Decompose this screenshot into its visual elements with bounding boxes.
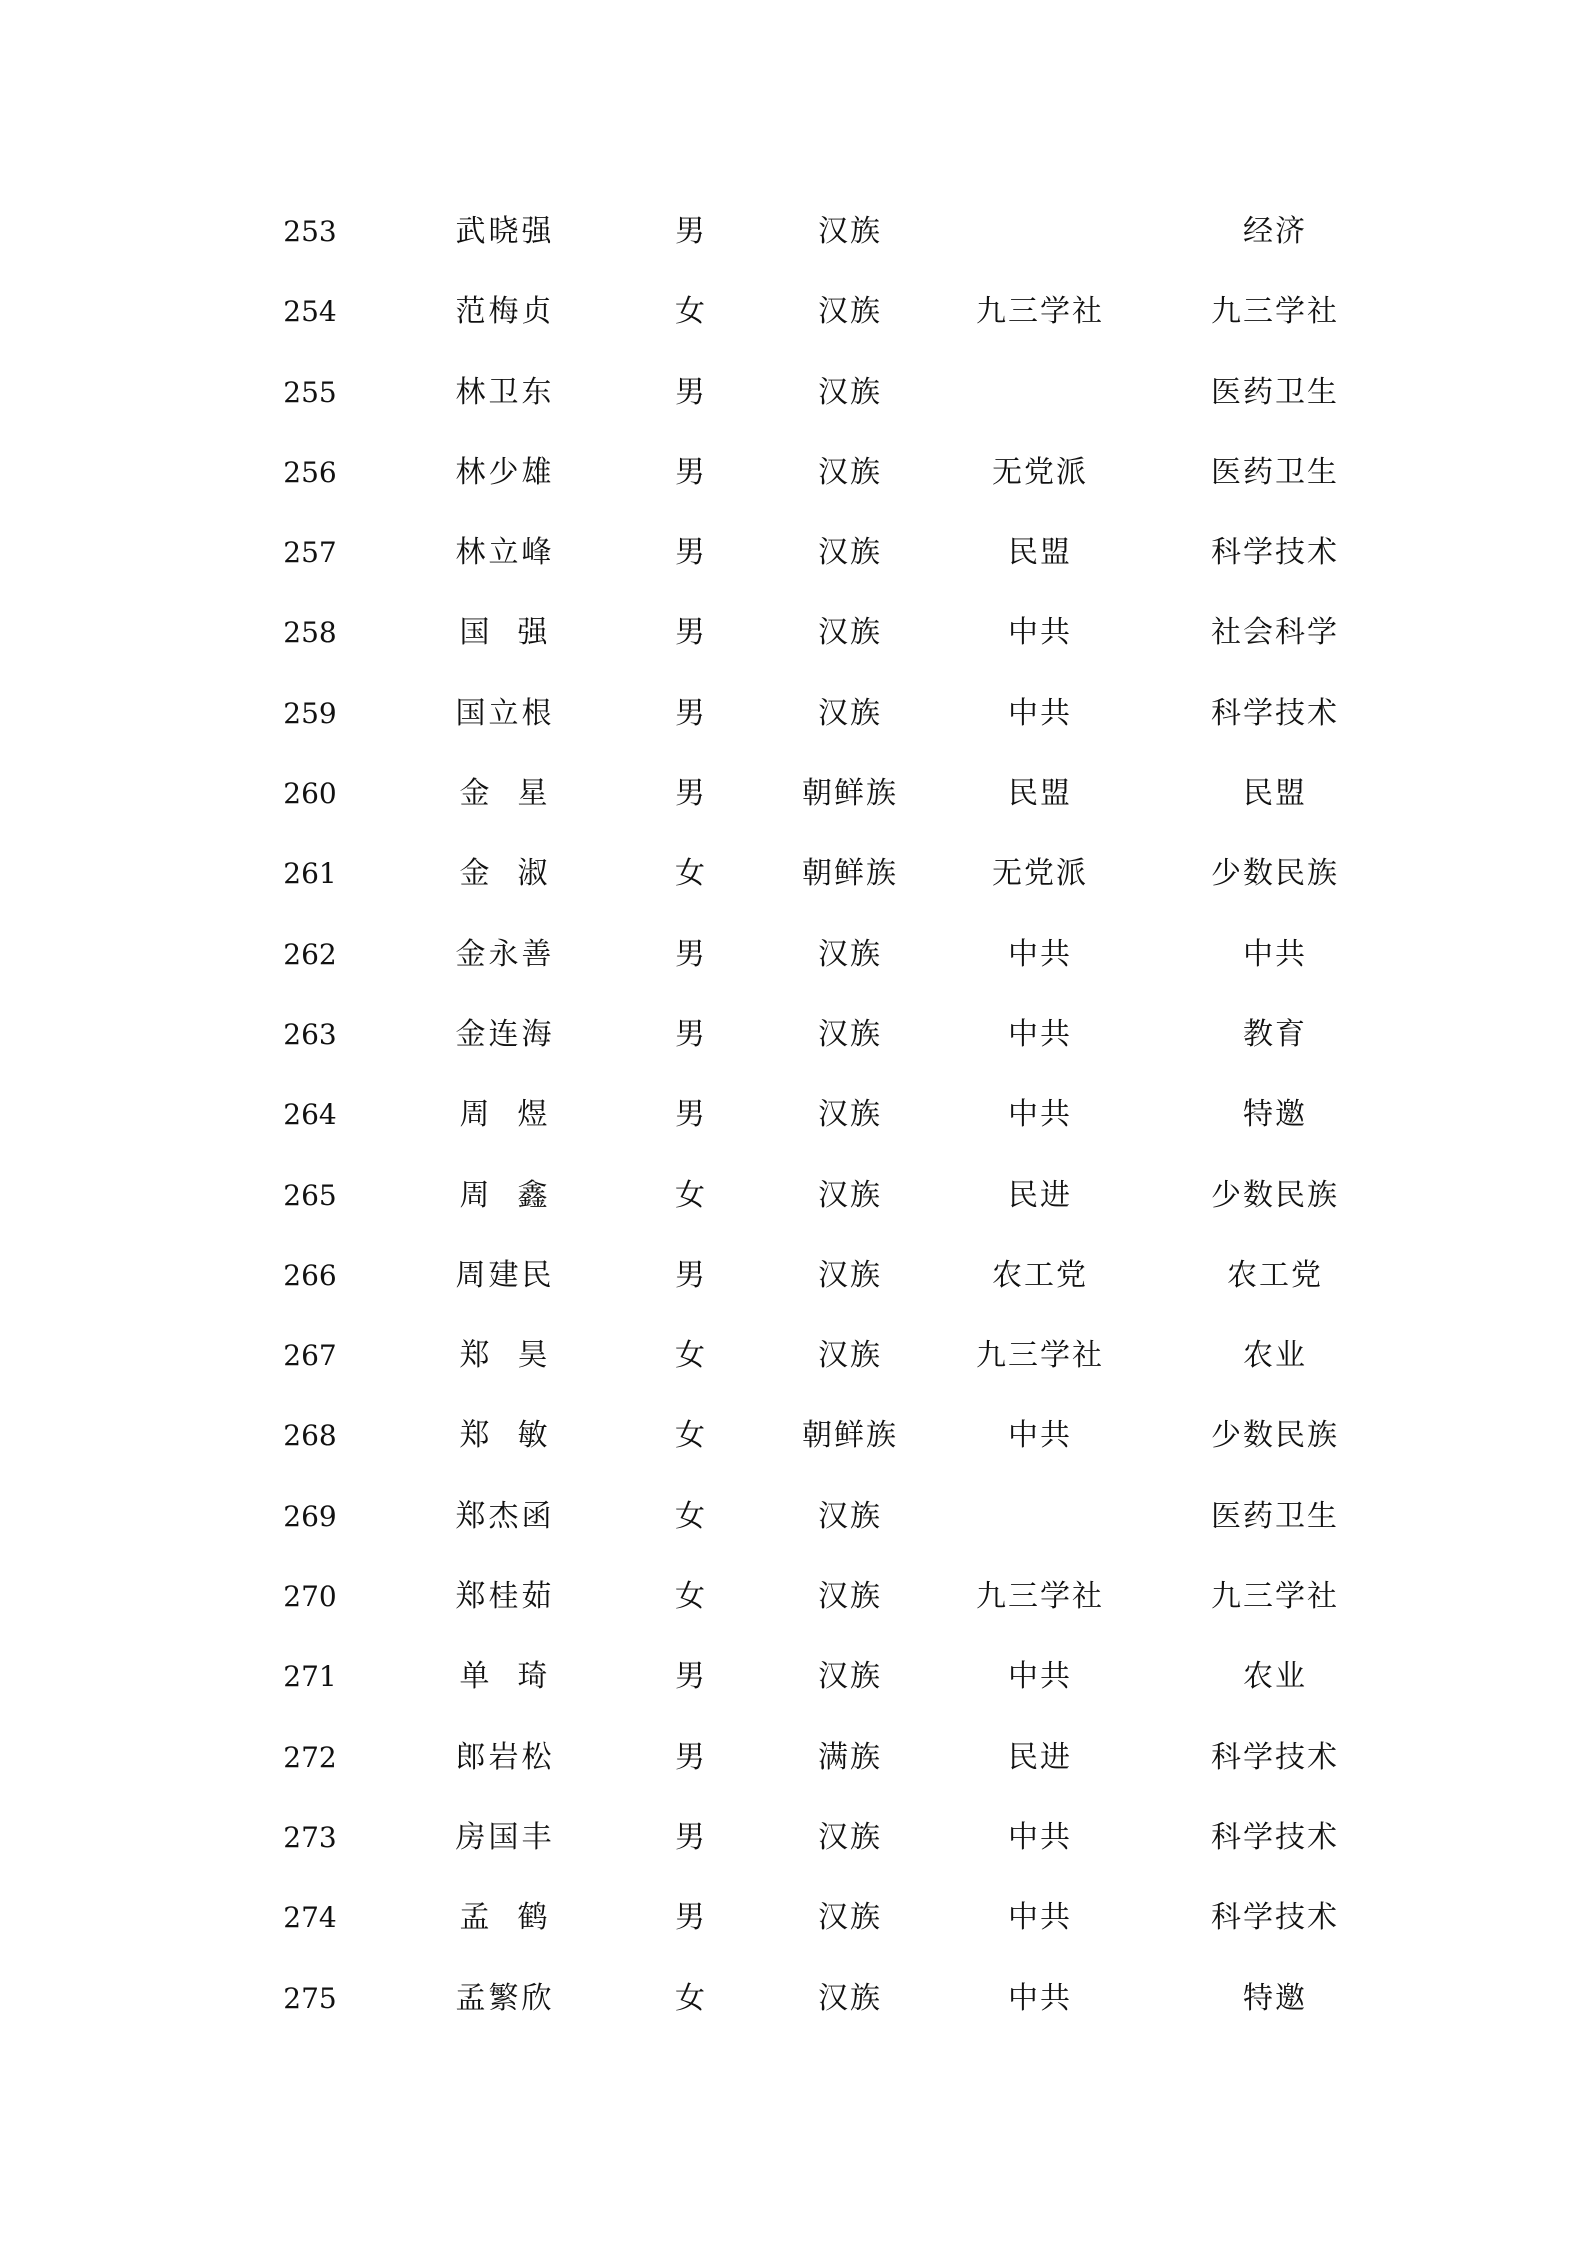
- member-name: 郑桂茹: [455, 1579, 555, 1615]
- member-name: 郑杰函: [455, 1498, 555, 1534]
- roster-row: [0, 272, 1587, 352]
- roster-row: [0, 1637, 1587, 1717]
- member-number: 255: [283, 375, 337, 409]
- member-number: 263: [283, 1017, 337, 1051]
- member-sector: 特邀: [1243, 1980, 1307, 2016]
- member-ethnicity: 汉族: [818, 1980, 882, 2016]
- member-ethnicity: 汉族: [818, 695, 882, 731]
- member-ethnicity: 汉族: [818, 374, 882, 410]
- roster-row: [0, 834, 1587, 914]
- member-sector: 医药卫生: [1211, 454, 1339, 490]
- member-sector: 医药卫生: [1211, 1498, 1339, 1534]
- member-sector: 少数民族: [1211, 856, 1339, 892]
- member-party: 民盟: [1008, 535, 1072, 571]
- member-number: 258: [283, 616, 337, 650]
- member-ethnicity: 汉族: [818, 454, 882, 490]
- member-party: 民进: [1008, 1739, 1072, 1775]
- member-sex: 女: [675, 1498, 705, 1534]
- member-sector: 农业: [1243, 1659, 1307, 1695]
- member-sector: 九三学社: [1211, 1579, 1339, 1615]
- member-party: 无党派: [992, 454, 1088, 490]
- member-number: 274: [283, 1901, 337, 1935]
- member-name: 范梅贞: [455, 294, 555, 330]
- roster-row: [0, 1959, 1587, 2039]
- member-party: 农工党: [992, 1257, 1088, 1293]
- member-sector: 农工党: [1227, 1257, 1323, 1293]
- member-sex: 女: [675, 294, 705, 330]
- roster-row: [0, 754, 1587, 834]
- member-sector: 科学技术: [1211, 1819, 1339, 1855]
- member-ethnicity: 汉族: [818, 1257, 882, 1293]
- member-name: 孟繁欣: [455, 1980, 555, 2016]
- member-number: 268: [283, 1419, 337, 1453]
- roster-row: [0, 433, 1587, 513]
- member-sector: 科学技术: [1211, 695, 1339, 731]
- roster-row: [0, 353, 1587, 433]
- member-sex: 男: [675, 615, 705, 651]
- member-party: 中共: [1008, 1418, 1072, 1454]
- member-name: 金连海: [455, 1016, 555, 1052]
- member-sector: 社会科学: [1211, 615, 1339, 651]
- member-party: 中共: [1008, 1659, 1072, 1695]
- member-ethnicity: 汉族: [818, 294, 882, 330]
- member-number: 259: [283, 696, 337, 730]
- member-ethnicity: 朝鲜族: [802, 856, 898, 892]
- member-ethnicity: 汉族: [818, 1097, 882, 1133]
- member-party: 中共: [1008, 936, 1072, 972]
- member-sex: 男: [675, 454, 705, 490]
- member-sector: 经济: [1243, 214, 1307, 249]
- roster-row: [0, 513, 1587, 593]
- roster-row: [0, 1878, 1587, 1958]
- member-name: 金 淑: [459, 856, 551, 892]
- member-party: 中共: [1008, 615, 1072, 651]
- roster-row: [0, 674, 1587, 754]
- member-ethnicity: 汉族: [818, 1338, 882, 1374]
- member-number: 254: [283, 295, 337, 329]
- member-ethnicity: 汉族: [818, 1659, 882, 1695]
- member-roster-list: [0, 192, 1587, 2039]
- member-name: 郑 敏: [459, 1418, 551, 1454]
- member-ethnicity: 汉族: [818, 535, 882, 571]
- member-name: 郑 昊: [459, 1338, 551, 1374]
- member-name: 国 强: [459, 615, 551, 651]
- member-party: 中共: [1008, 695, 1072, 731]
- member-sex: 男: [675, 776, 705, 812]
- member-number: 257: [283, 536, 337, 570]
- member-ethnicity: 汉族: [818, 936, 882, 972]
- member-sex: 女: [675, 1338, 705, 1374]
- member-name: 孟 鹤: [459, 1900, 551, 1936]
- member-ethnicity: 汉族: [818, 1016, 882, 1052]
- member-party: 中共: [1008, 1819, 1072, 1855]
- member-party: 中共: [1008, 1980, 1072, 2016]
- member-name: 金 星: [459, 776, 551, 812]
- member-name: 房国丰: [455, 1819, 555, 1855]
- member-party: 中共: [1008, 1016, 1072, 1052]
- roster-row: [0, 1316, 1587, 1396]
- member-sector: 科学技术: [1211, 1900, 1339, 1936]
- member-sex: 男: [675, 1819, 705, 1855]
- member-sex: 男: [675, 1016, 705, 1052]
- member-sex: 男: [675, 1659, 705, 1695]
- member-sex: 女: [675, 1418, 705, 1454]
- member-ethnicity: 汉族: [818, 1579, 882, 1615]
- member-name: 郎岩松: [455, 1739, 555, 1775]
- roster-row: [0, 1075, 1587, 1155]
- member-ethnicity: 汉族: [818, 1498, 882, 1534]
- member-party: 无党派: [992, 856, 1088, 892]
- roster-row: [0, 1557, 1587, 1637]
- member-sex: 男: [675, 535, 705, 571]
- member-sex: 女: [675, 1980, 705, 2016]
- member-sector: 少数民族: [1211, 1177, 1339, 1213]
- member-sex: 男: [675, 1900, 705, 1936]
- member-name: 周建民: [455, 1257, 555, 1293]
- member-sector: 教育: [1243, 1016, 1307, 1052]
- member-sector: 中共: [1243, 936, 1307, 972]
- member-party: 中共: [1008, 1097, 1072, 1133]
- member-number: 261: [283, 857, 337, 891]
- roster-row: [0, 1718, 1587, 1798]
- member-number: 275: [283, 1981, 337, 2015]
- member-ethnicity: 朝鲜族: [802, 1418, 898, 1454]
- member-number: 253: [283, 215, 337, 248]
- member-party: 九三学社: [976, 1579, 1104, 1615]
- member-sector: 民盟: [1243, 776, 1307, 812]
- roster-row: [0, 593, 1587, 673]
- roster-row: [0, 1798, 1587, 1878]
- member-sex: 男: [675, 1257, 705, 1293]
- member-ethnicity: 汉族: [818, 1177, 882, 1213]
- member-sex: 男: [675, 214, 705, 249]
- member-party: [945, 192, 1135, 272]
- member-number: 272: [283, 1740, 337, 1774]
- member-ethnicity: 汉族: [818, 615, 882, 651]
- member-party: 民进: [1008, 1177, 1072, 1213]
- member-number: 271: [283, 1660, 337, 1694]
- member-number: 264: [283, 1098, 337, 1132]
- roster-row: [0, 915, 1587, 995]
- member-number: 266: [283, 1258, 337, 1292]
- roster-row: [0, 995, 1587, 1075]
- member-ethnicity: 满族: [818, 1739, 882, 1775]
- member-number: 273: [283, 1820, 337, 1854]
- member-name: 武晓强: [455, 214, 555, 249]
- member-sex: 男: [675, 1739, 705, 1775]
- member-sector: 农业: [1243, 1338, 1307, 1374]
- member-number: 270: [283, 1580, 337, 1614]
- member-sex: 男: [675, 1097, 705, 1133]
- member-party: [945, 1477, 1135, 1557]
- member-sex: 男: [675, 936, 705, 972]
- member-ethnicity: 汉族: [818, 1900, 882, 1936]
- member-party: 中共: [1008, 1900, 1072, 1936]
- member-number: 262: [283, 937, 337, 971]
- member-sector: 科学技术: [1211, 1739, 1339, 1775]
- member-number: 256: [283, 455, 337, 489]
- member-sector: 少数民族: [1211, 1418, 1339, 1454]
- member-sector: 医药卫生: [1211, 374, 1339, 410]
- member-sex: 男: [675, 374, 705, 410]
- roster-row: [0, 192, 1587, 272]
- member-sector: 特邀: [1243, 1097, 1307, 1133]
- member-party: 九三学社: [976, 1338, 1104, 1374]
- member-party: 九三学社: [976, 294, 1104, 330]
- member-name: 周 煜: [459, 1097, 551, 1133]
- member-sex: 女: [675, 1579, 705, 1615]
- member-ethnicity: 汉族: [818, 1819, 882, 1855]
- member-sector: 九三学社: [1211, 294, 1339, 330]
- member-number: 269: [283, 1499, 337, 1533]
- member-name: 单 琦: [459, 1659, 551, 1695]
- member-ethnicity: 朝鲜族: [802, 776, 898, 812]
- member-ethnicity: 汉族: [818, 214, 882, 249]
- member-name: 金永善: [455, 936, 555, 972]
- member-number: 265: [283, 1178, 337, 1212]
- member-name: 林少雄: [455, 454, 555, 490]
- member-name: 林卫东: [455, 374, 555, 410]
- roster-row: [0, 1477, 1587, 1557]
- member-name: 林立峰: [455, 535, 555, 571]
- member-sex: 男: [675, 695, 705, 731]
- member-sex: 女: [675, 1177, 705, 1213]
- roster-row: [0, 1396, 1587, 1476]
- member-sector: 科学技术: [1211, 535, 1339, 571]
- member-party: 民盟: [1008, 776, 1072, 812]
- member-name: 国立根: [455, 695, 555, 731]
- member-party: [945, 353, 1135, 433]
- member-name: 周 鑫: [459, 1177, 551, 1213]
- roster-row: [0, 1156, 1587, 1236]
- member-number: 260: [283, 777, 337, 811]
- member-number: 267: [283, 1339, 337, 1373]
- member-sex: 女: [675, 856, 705, 892]
- roster-row: [0, 1236, 1587, 1316]
